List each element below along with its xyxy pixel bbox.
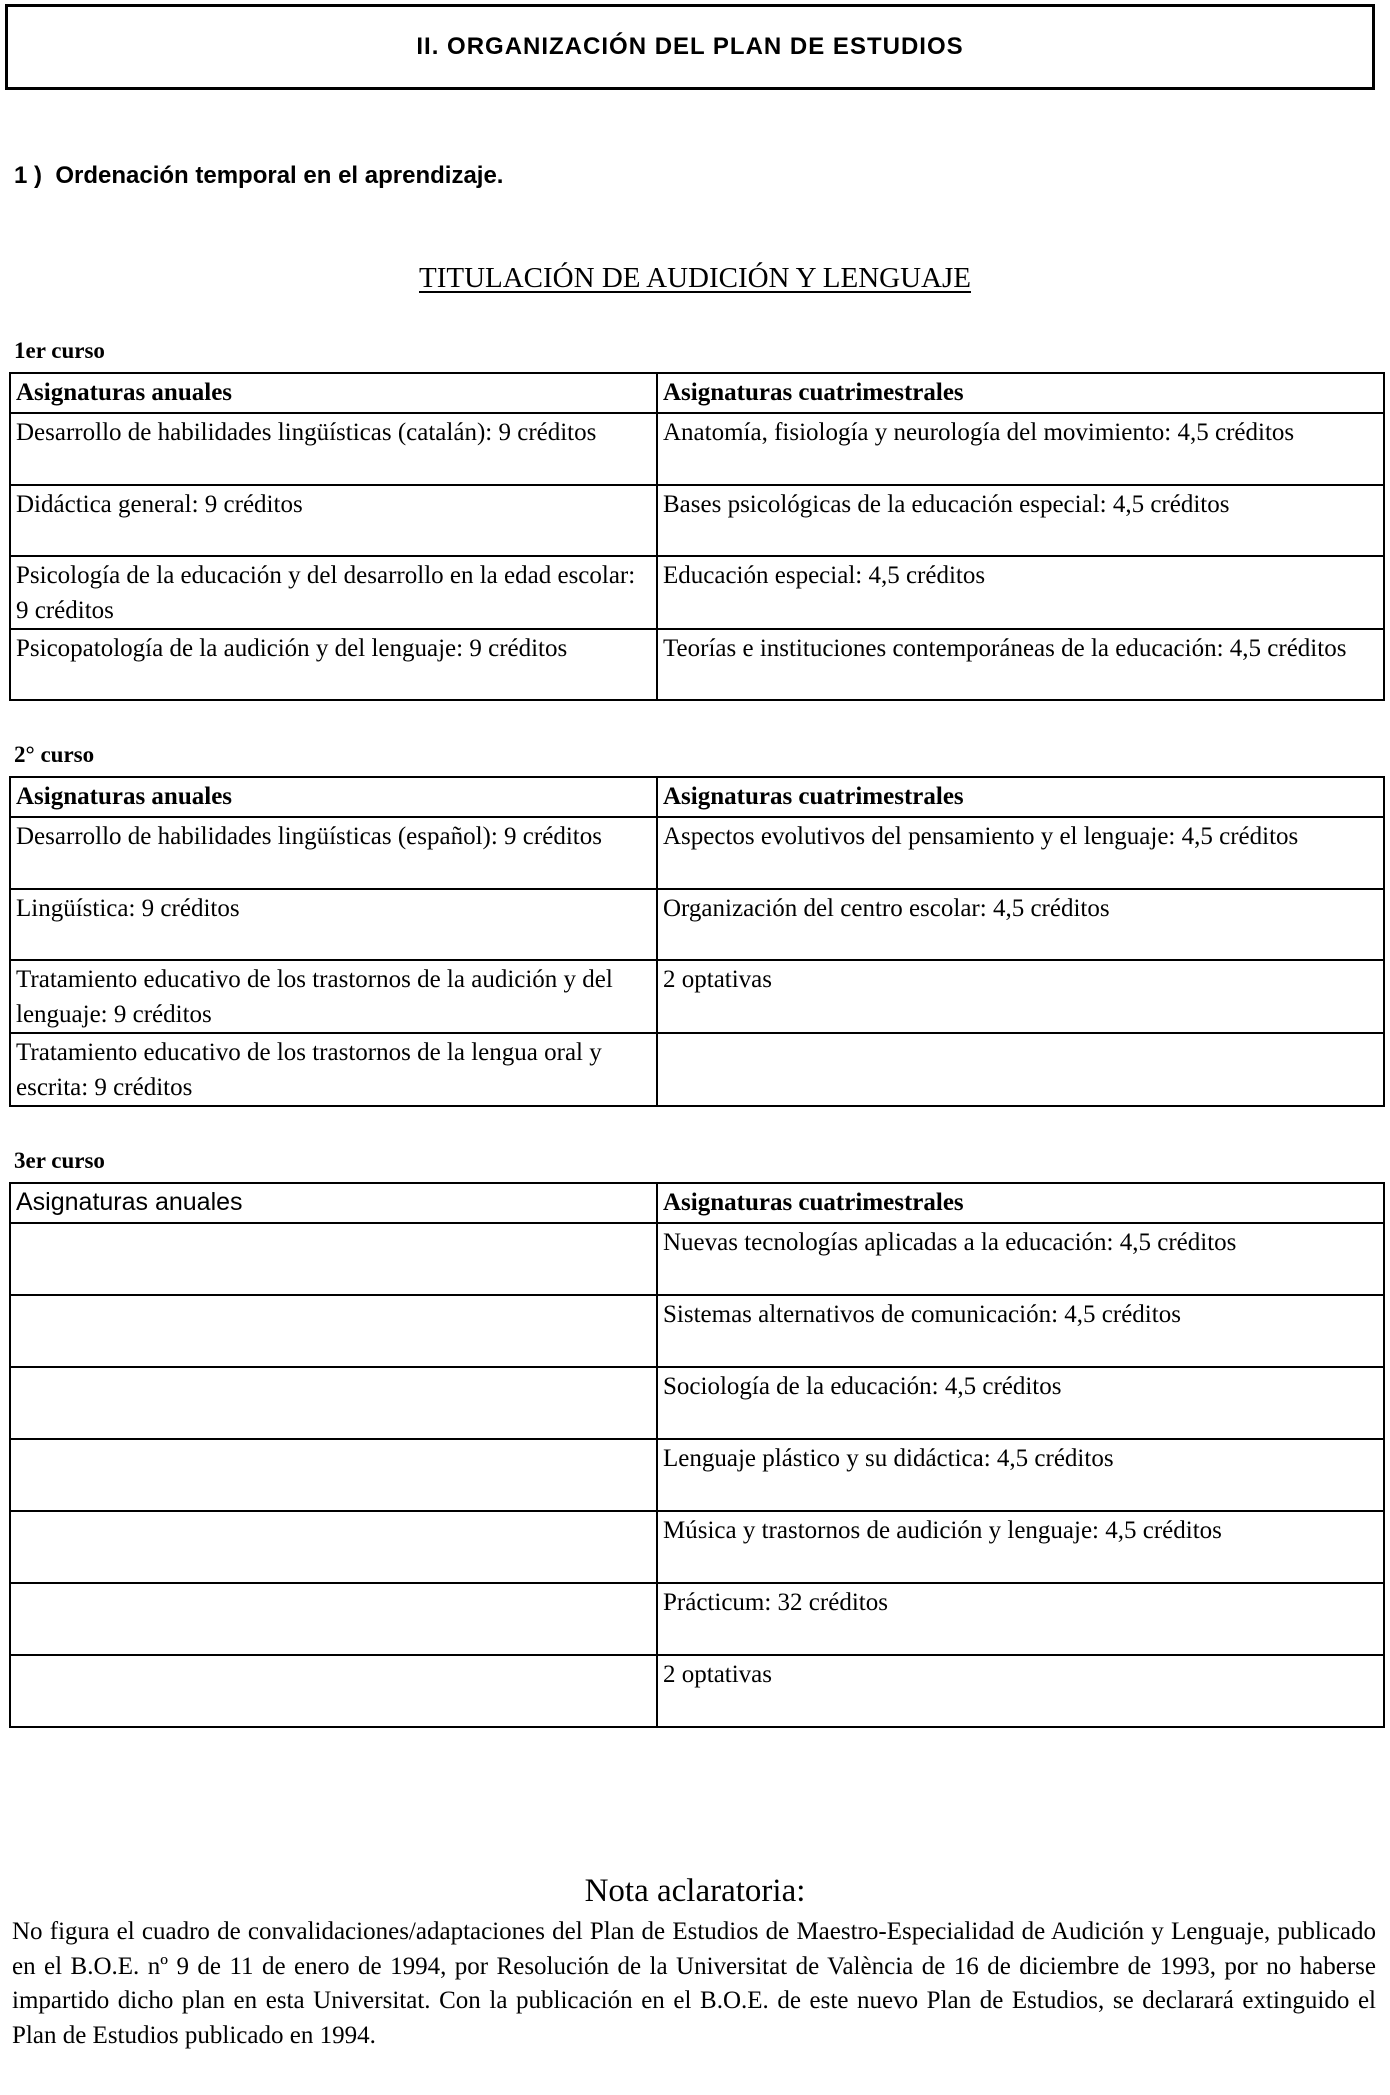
table-row <box>10 817 1384 889</box>
semester-header: Asignaturas cuatrimestrales <box>657 1183 1384 1223</box>
annual-cell: Lingüística: 9 créditos <box>10 889 657 960</box>
semester-cell: Educación especial: 4,5 créditos <box>657 556 1384 629</box>
annual-cell: Psicología de la educación y del desarrollo en la edad escolar: 9 créditos <box>10 556 657 629</box>
table-row <box>10 413 1384 485</box>
semester-cell: Música y trastornos de audición y lenguaje: 4,5 créditos <box>657 1511 1384 1583</box>
year-label-2: 2° curso <box>14 742 95 767</box>
semester-cell: Sociología de la educación: 4,5 créditos <box>657 1367 1384 1439</box>
table-row <box>10 1511 1384 1583</box>
note-body: No figura el cuadro de convalidaciones/adaptaciones del Plan de Estudios de Maestro-Especialidad de Audición y Lenguaje, publicado en el B.O.E. nº 9 de 11 de enero de 1994, por Resolución de la Universitat de València de 16 de diciembre de 1993, por no haberse impartido dicho plan en esta Universitat. Con la publicación en el B.O.E. de este nuevo Plan de Estudios, se declarará extinguido el Plan de Estudios publicado en 1994. <box>12 1918 1376 2049</box>
annual-cell <box>10 1439 657 1511</box>
table-row <box>10 960 1384 1033</box>
table-row <box>10 485 1384 556</box>
annual-cell <box>10 1655 657 1727</box>
table-row <box>10 1583 1384 1655</box>
annual-header: Asignaturas anuales <box>10 373 657 413</box>
table-header-row <box>10 373 1384 413</box>
semester-cell: Sistemas alternativos de comunicación: 4,5 créditos <box>657 1295 1384 1367</box>
semester-cell: 2 optativas <box>657 960 1384 1033</box>
semester-header: Asignaturas cuatrimestrales <box>657 777 1384 817</box>
table-row <box>10 1655 1384 1727</box>
annual-cell: Psicopatología de la audición y del lenguaje: 9 créditos <box>10 629 657 700</box>
section-heading: 1 ) Ordenación temporal en el aprendizaje. <box>14 162 504 189</box>
semester-cell: Anatomía, fisiología y neurología del movimiento: 4,5 créditos <box>657 413 1384 485</box>
course-table-3 <box>9 1182 1385 1728</box>
semester-header: Asignaturas cuatrimestrales <box>657 373 1384 413</box>
semester-cell: Prácticum: 32 créditos <box>657 1583 1384 1655</box>
year-label-1: 1er curso <box>14 338 105 363</box>
annual-header: Asignaturas anuales <box>10 777 657 817</box>
chapter-title: II. ORGANIZACIÓN DEL PLAN DE ESTUDIOS <box>416 33 964 60</box>
annual-cell <box>10 1367 657 1439</box>
note-title: Nota aclaratoria: <box>584 1873 806 1909</box>
annual-cell <box>10 1295 657 1367</box>
table-row <box>10 1439 1384 1511</box>
annual-cell: Didáctica general: 9 créditos <box>10 485 657 556</box>
annual-cell: Tratamiento educativo de los trastornos de la audición y del lenguaje: 9 créditos <box>10 960 657 1033</box>
table-header-row <box>10 777 1384 817</box>
semester-cell: Aspectos evolutivos del pensamiento y el lenguaje: 4,5 créditos <box>657 817 1384 889</box>
table-row <box>10 1367 1384 1439</box>
annual-cell: Desarrollo de habilidades lingüísticas (catalán): 9 créditos <box>10 413 657 485</box>
table-row <box>10 556 1384 629</box>
annual-cell <box>10 1583 657 1655</box>
annual-header: Asignaturas anuales <box>10 1183 657 1223</box>
annual-cell: Desarrollo de habilidades lingüísticas (español): 9 créditos <box>10 817 657 889</box>
annual-cell <box>10 1223 657 1295</box>
annual-cell: Tratamiento educativo de los trastornos de la lengua oral y escrita: 9 créditos <box>10 1033 657 1106</box>
table-row <box>10 629 1384 700</box>
table-row <box>10 1223 1384 1295</box>
semester-cell: Nuevas tecnologías aplicadas a la educación: 4,5 créditos <box>657 1223 1384 1295</box>
annual-cell <box>10 1511 657 1583</box>
year-label-3: 3er curso <box>14 1148 105 1173</box>
table-row <box>10 1033 1384 1106</box>
table-row <box>10 889 1384 960</box>
semester-cell: Organización del centro escolar: 4,5 créditos <box>657 889 1384 960</box>
semester-cell: 2 optativas <box>657 1655 1384 1727</box>
semester-cell: Bases psicológicas de la educación especial: 4,5 créditos <box>657 485 1384 556</box>
semester-cell <box>657 1033 1384 1106</box>
semester-cell: Lenguaje plástico y su didáctica: 4,5 créditos <box>657 1439 1384 1511</box>
table-row <box>10 1295 1384 1367</box>
chapter-title-box <box>5 4 1375 90</box>
table-header-row <box>10 1183 1384 1223</box>
course-table-1 <box>9 372 1385 701</box>
course-table-2 <box>9 776 1385 1107</box>
degree-title: TITULACIÓN DE AUDICIÓN Y LENGUAJE <box>419 262 971 294</box>
semester-cell: Teorías e instituciones contemporáneas de la educación: 4,5 créditos <box>657 629 1384 700</box>
